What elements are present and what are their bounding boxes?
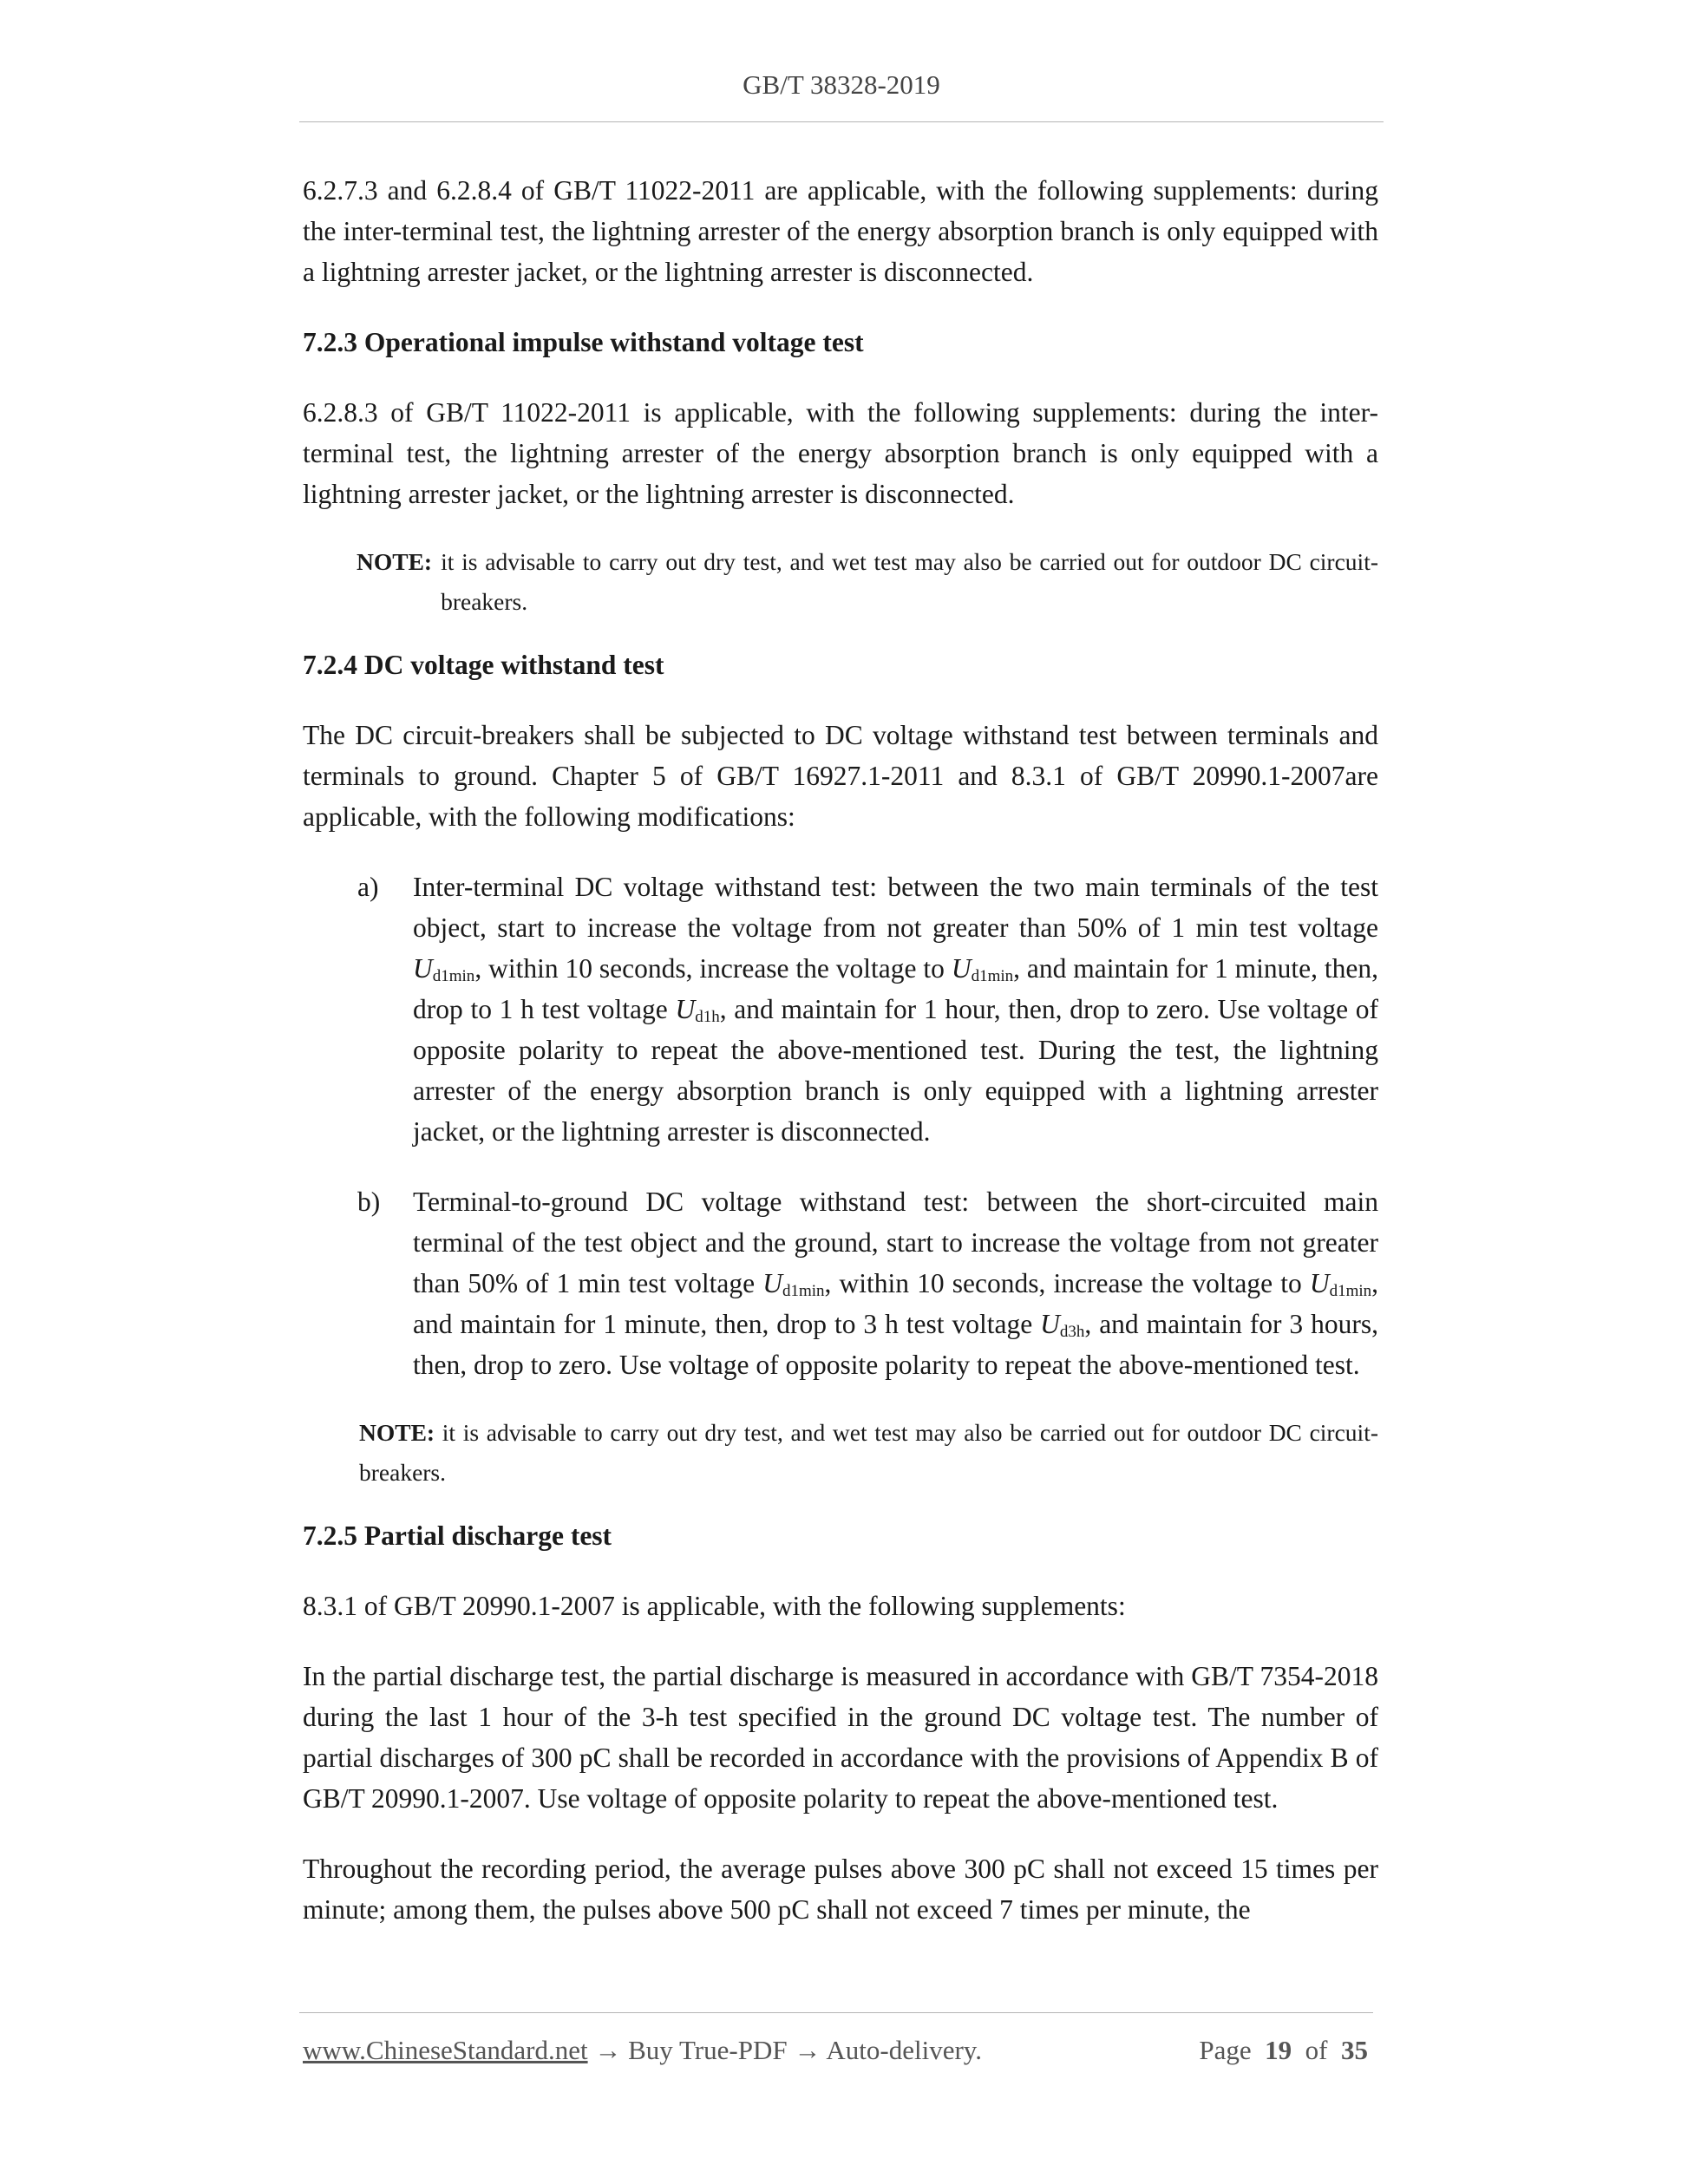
- text-run: , and maintain for 1 hour, then, drop to zero. Use voltage of opposite polarity to repeat the above-mentioned test. During the test, the lightning arrester of the energy absorption branch is only equipped with a lightning arrester jacket, or the lightning arrester is disconnected.: [413, 994, 1379, 1147]
- voltage-symbol: [952, 953, 1013, 984]
- text-run: , and maintain for 3 hours, then, drop to zero. Use voltage of opposite polarity to repeat the above-mentioned test.: [413, 1309, 1378, 1380]
- note-label: NOTE:: [357, 548, 433, 575]
- paragraph: In the partial discharge test, the partial discharge is measured in accordance with GB/T 7354-2018 during the last 1 hour of the 3-h test specified in the ground DC voltage test. The number of partial discharges of 300 pC shall be recorded in accordance with the provisions of Appendix B of GB/T 20990.1-2007. Use voltage of opposite polarity to repeat the above-mentioned test.: [303, 1661, 1378, 1814]
- list-marker: a): [357, 872, 379, 902]
- site-link[interactable]: www.ChineseStandard.net: [303, 2035, 588, 2065]
- section-heading-7-2-5: 7.2.5 Partial discharge test: [303, 1520, 612, 1551]
- list-item-b: [303, 1181, 1378, 1385]
- list-item-text: [413, 866, 1378, 1152]
- voltage-symbol: [675, 994, 719, 1024]
- section-heading-7-2-3: 7.2.3 Operational impulse withstand voltage test: [303, 327, 864, 357]
- paragraph: Throughout the recording period, the average pulses above 300 pC shall not exceed 15 times per minute; among them, the pulses above 500 pC shall not exceed 7 times per minute, the: [303, 1854, 1378, 1925]
- symbol-subscript: d1min: [1329, 1282, 1372, 1300]
- symbol-letter: U: [1309, 1268, 1330, 1298]
- section-heading-7-2-4: 7.2.4 DC voltage withstand test: [303, 650, 664, 680]
- symbol-letter: U: [413, 953, 433, 984]
- page-header: [299, 69, 1384, 101]
- list-item-text: [413, 1181, 1378, 1385]
- current-page: 19: [1265, 2035, 1292, 2065]
- voltage-symbol: [762, 1268, 824, 1298]
- buy-pdf-link[interactable]: Buy True-PDF: [628, 2035, 788, 2065]
- symbol-subscript: d1min: [782, 1282, 825, 1300]
- note-text: it is advisable to carry out dry test, and wet test may also be carried out for outdoor DC circuit-breakers.: [441, 548, 1378, 615]
- note-text: it is advisable to carry out dry test, and wet test may also be carried out for outdoor DC circuit-breakers.: [359, 1419, 1378, 1486]
- symbol-letter: U: [762, 1268, 782, 1298]
- symbol-letter: U: [951, 953, 972, 984]
- of-label: of: [1305, 2035, 1328, 2065]
- voltage-symbol: [1310, 1268, 1371, 1298]
- arrow-icon: →: [587, 2035, 629, 2065]
- paragraph: 8.3.1 of GB/T 20990.1-2007 is applicable, with the following supplements:: [303, 1591, 1126, 1621]
- text-run: , and maintain for 1 minute, then, drop to 1 h test voltage: [413, 953, 1378, 1024]
- text-run: Terminal-to-ground DC voltage withstand test: between the short-circuited main terminal of the test object and the ground, start to increase the voltage from not greater than 50% of 1 min test voltage: [413, 1187, 1378, 1298]
- text-run: , and maintain for 1 minute, then, drop to 3 h test voltage: [413, 1268, 1379, 1339]
- symbol-letter: U: [1040, 1309, 1060, 1339]
- list-item-a: [303, 866, 1378, 1152]
- symbol-subscript: d1h: [695, 1008, 720, 1026]
- symbol-subscript: d1min: [432, 967, 475, 985]
- symbol-letter: U: [675, 994, 696, 1024]
- header-divider: [299, 121, 1384, 122]
- list-marker: b): [357, 1187, 381, 1217]
- document-id: GB/T 38328-2019: [743, 69, 940, 100]
- paragraph: 6.2.7.3 and 6.2.8.4 of GB/T 11022-2011 are applicable, with the following supplements: during the inter-terminal test, the lightning arrester of the energy absorption branch is only equipped with a lightning arrester jacket, or the lightning arrester is disconnected.: [303, 175, 1378, 287]
- note-label: NOTE:: [359, 1419, 435, 1446]
- paragraph: The DC circuit-breakers shall be subjected to DC voltage withstand test between terminals and terminals to ground. Chapter 5 of GB/T 16927.1-2011 and 8.3.1 of GB/T 20990.1-2007are applicable, with the following modifications:: [303, 720, 1378, 832]
- voltage-symbol: [1040, 1309, 1084, 1339]
- arrow-icon: →: [787, 2035, 827, 2065]
- paragraph: 6.2.8.3 of GB/T 11022-2011 is applicable, with the following supplements: during the inter-terminal test, the lightning arrester of the energy absorption branch is only equipped with a lightning arrester jacket, or the lightning arrester is disconnected.: [303, 397, 1378, 509]
- footer-divider: [299, 2012, 1373, 2013]
- footer-links: [303, 2035, 982, 2066]
- text-run: Inter-terminal DC voltage withstand test: between the two main terminals of the test object, start to increase the voltage from not greater than 50% of 1 min test voltage: [413, 872, 1378, 943]
- page-label: Page: [1199, 2035, 1252, 2065]
- symbol-subscript: d3h: [1059, 1323, 1085, 1341]
- total-pages: 35: [1341, 2035, 1368, 2065]
- page-body: [303, 170, 1378, 1959]
- note-block: [303, 1413, 1378, 1493]
- auto-delivery-text: Auto-delivery.: [826, 2035, 983, 2065]
- text-run: , within 10 seconds, increase the voltage to: [824, 1268, 1310, 1298]
- voltage-symbol: [413, 953, 474, 984]
- page-number: [1199, 2035, 1368, 2066]
- page-footer: [303, 2035, 1368, 2066]
- symbol-subscript: d1min: [971, 967, 1014, 985]
- note-block: [303, 542, 1378, 622]
- text-run: , within 10 seconds, increase the voltage to: [474, 953, 952, 984]
